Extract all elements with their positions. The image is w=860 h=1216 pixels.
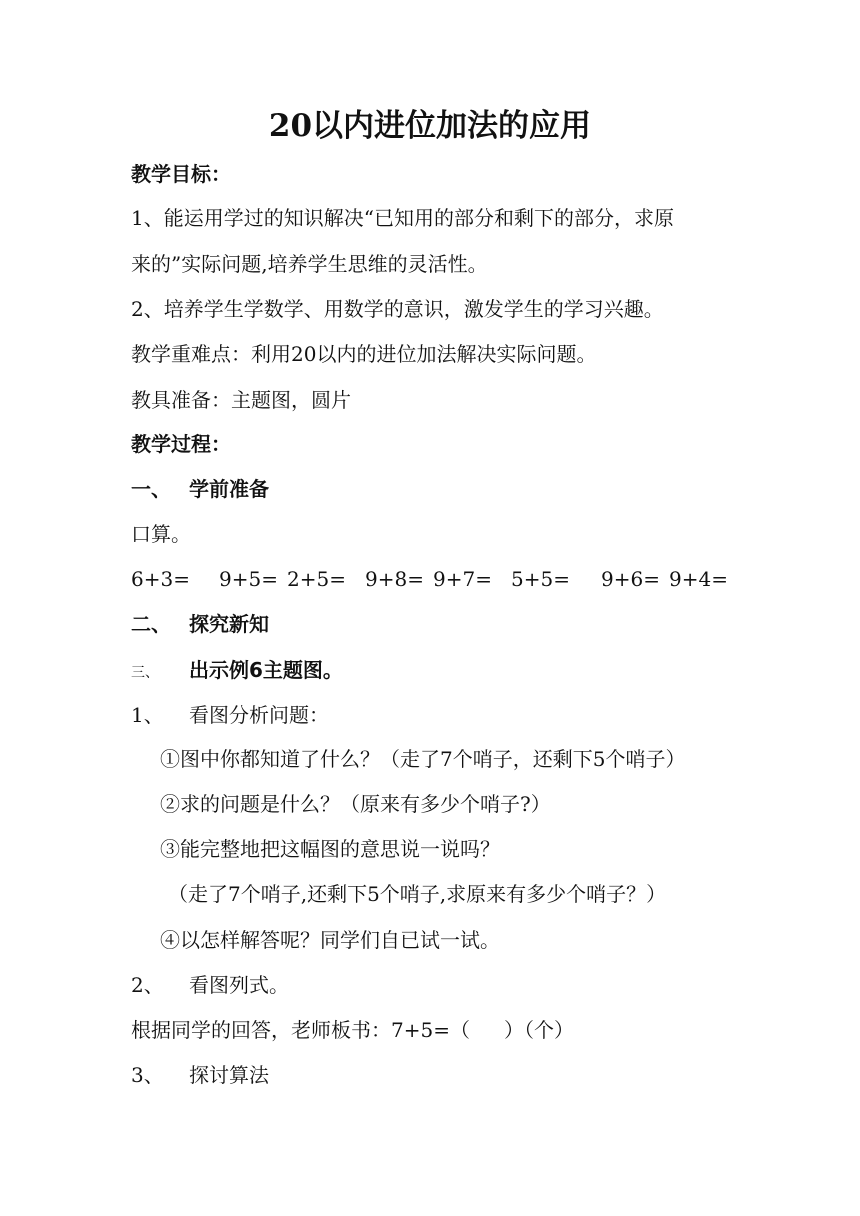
objective-2: 2、培养学生学数学、用数学的意识，激发学生的学习兴趣。 (131, 297, 664, 321)
objective-1-line-1: 1、能运用学过的知识解决“已知用的部分和剩下的部分，求原 (131, 206, 674, 230)
step-2 (131, 971, 289, 999)
step-1-label: 看图分析问题： (189, 703, 329, 727)
board-text-end: ）（个） (503, 1018, 574, 1042)
process-heading: 教学过程： (131, 432, 231, 456)
objective-1-line-2: 来的”实际问题,培养学生思维的灵活性。 (131, 252, 488, 276)
section-2-number: 二、 (131, 612, 171, 636)
step-1-number: 1、 (131, 703, 164, 727)
question-3-answer: （走了7个哨子,还剩下5个哨子,求原来有多少个哨子？） (168, 882, 667, 906)
key-points: 教学重难点：利用20以内的进位加法解决实际问题。 (131, 342, 597, 366)
step-3 (131, 1061, 269, 1089)
expression: 9+7= (433, 567, 492, 591)
expression: 9+5= (219, 567, 278, 591)
page-title: 20以内进位加法的应用 (268, 108, 592, 144)
question-3: ③能完整地把这幅图的意思说一说吗？ (160, 837, 500, 861)
board-text (131, 1016, 574, 1044)
section-3-number: 三、 (131, 665, 159, 681)
section-2-label: 探究新知 (189, 612, 269, 636)
board-text-start: 根据同学的回答，老师板书：7+5=（ (131, 1018, 470, 1042)
expression: 9+4= (669, 567, 728, 591)
expression: 2+5= (287, 567, 346, 591)
oral-calc-label: 口算。 (131, 522, 191, 546)
section-3-heading (131, 656, 343, 687)
section-1-number: 一、 (131, 477, 171, 501)
objectives-heading: 教学目标： (131, 162, 231, 186)
question-1: ①图中你都知道了什么？（走了7个哨子，还剩下5个哨子） (160, 747, 686, 771)
step-1 (131, 701, 329, 729)
step-3-number: 3、 (131, 1063, 164, 1087)
section-1-heading (131, 475, 269, 503)
section-2-heading (131, 610, 269, 638)
section-1-label: 学前准备 (189, 477, 269, 501)
step-2-number: 2、 (131, 973, 164, 997)
section-3-label: 出示例6主题图。 (189, 658, 343, 682)
expression: 6+3= (131, 567, 190, 591)
expression-row (131, 565, 731, 593)
question-4: ④以怎样解答呢？同学们自已试一试。 (160, 928, 500, 952)
step-3-label: 探讨算法 (189, 1063, 269, 1087)
step-2-label: 看图列式。 (189, 973, 289, 997)
question-2: ②求的问题是什么？（原来有多少个哨子?） (160, 792, 551, 816)
expression: 9+8= (365, 567, 424, 591)
expression: 5+5= (511, 567, 570, 591)
materials: 教具准备：主题图，圆片 (131, 388, 351, 412)
expression: 9+6= (601, 567, 660, 591)
